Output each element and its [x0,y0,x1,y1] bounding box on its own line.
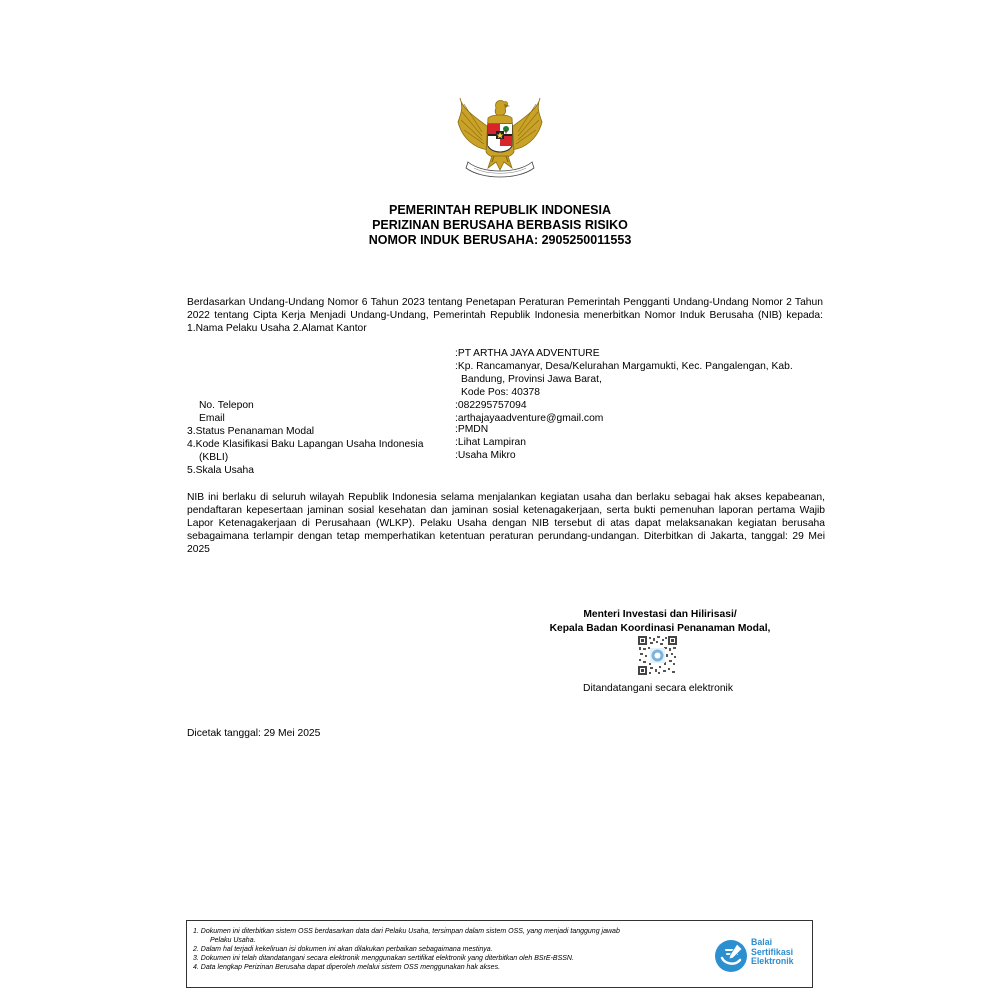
bsre-logo-text [751,938,794,967]
garuda-pancasila-icon [452,90,548,186]
telepon-value: :082295757094 [455,400,527,411]
print-date: Dicetak tanggal: 29 Mei 2025 [187,728,321,739]
email-label: Email [199,413,225,424]
alamat-value: :Kp. Rancamanyar, Desa/Kelurahan Margamukti, Kec. Pangalengan, Kab. [455,361,793,372]
status-label: 3.Status Penanaman Modal [187,426,315,437]
footer-note-3: 3. Dokumen ini telah ditandatangani secara elektronik menggunakan sertifikat elektronik yang diterbitkan oleh BSrE-BSSN. [193,955,574,962]
garuda-emblem [452,90,548,186]
alamat-value-cont: Bandung, Provinsi Jawa Barat, [461,374,602,385]
intro-paragraph [187,296,823,335]
header-government: PEMERINTAH REPUBLIK INDONESIA [388,203,611,217]
email-value: :arthajayaadventure@gmail.com [455,413,604,424]
kbli-label: 4.Kode Klasifikasi Baku Lapangan Usaha Indonesia [187,439,424,450]
footer-notes-box [186,920,813,988]
signatory-subtitle: Kepala Badan Koordinasi Penanaman Modal, [549,623,771,634]
footer-note-2: 2. Dalam hal terjadi kekeliruan isi dokumen ini akan dilakukan perbaikan sebagaimana mestinya. [193,946,493,953]
bsre-logo-icon [713,938,749,974]
signature-block [500,608,820,636]
header-nib-number: NOMOR INDUK BERUSAHA: 2905250011553 [368,233,632,247]
electronic-signature-note: Ditandatangani secara elektronik [583,683,733,694]
footer-note-1-cont: Pelaku Usaha. [210,937,256,944]
kbli-value: :Lihat Lampiran [455,437,526,448]
bsre-logo-line2: Sertifikasi [751,946,794,957]
validity-text: NIB ini berlaku di seluruh wilayah Republik Indonesia selama menjalankan kegiatan usaha dan berlaku sebagai hak akses kepabeanan, pendaftaran kepesertaan jaminan sosial kesehatan dan jaminan sosial ketenagakerjaan, serta bukti pemenuhan laporan pertama Wajib Lapor Ketenagakerjaan di Perusahaan (WLKP). Pelaku Usaha dengan NIB tersebut di atas dapat melaksanakan kegiatan berusaha sebagaimana terlampir dengan tetap memperhatikan ketentuan peraturan perundang-undangan. Diterbitkan di Jakarta, tanggal: 29 Mei 2025 [187,492,825,555]
qr-code [638,636,677,675]
bsre-logo [711,936,806,976]
bsre-logo-line3: Elektronik [751,956,794,967]
intro-text: Berdasarkan Undang-Undang Nomor 6 Tahun 2023 tentang Penetapan Peraturan Pemerintah Pengganti Undang-Undang Nomor 2 Tahun 2022 tentang Cipta Kerja Menjadi Undang-Undang, Pemerintah Republik Indonesia menerbitkan Nomor Induk Berusaha (NIB) kepada: 1.Nama Pelaku Usaha 2.Alamat Kantor [187,297,823,334]
validity-paragraph [187,491,825,556]
footer-note-4: 4. Data lengkap Perizinan Berusaha dapat diperoleh melalui sistem OSS menggunakan hak akses. [193,964,501,971]
telepon-label: No. Telepon [199,400,254,411]
kbli-label-cont: (KBLI) [199,452,229,463]
header-licensing: PERIZINAN BERUSAHA BERBASIS RISIKO [372,218,628,232]
signatory-title: Menteri Investasi dan Hilirisasi/ [583,609,737,620]
nama-value: :PT ARTHA JAYA ADVENTURE [455,348,600,359]
skala-label: 5.Skala Usaha [187,465,254,476]
footer-notes [193,927,723,972]
footer-note-1: 1. Dokumen ini diterbitkan sistem OSS berdasarkan data dari Pelaku Usaha, tersimpan dalam sistem OSS, yang menjadi tanggung jawab [193,928,620,935]
qr-code-icon [638,636,677,675]
kode-pos-value: Kode Pos: 40378 [461,387,541,398]
status-value: :PMDN [455,424,489,435]
bsre-logo-line1: Balai [751,937,773,947]
skala-value: :Usaha Mikro [455,450,516,461]
document-header [0,203,1000,248]
